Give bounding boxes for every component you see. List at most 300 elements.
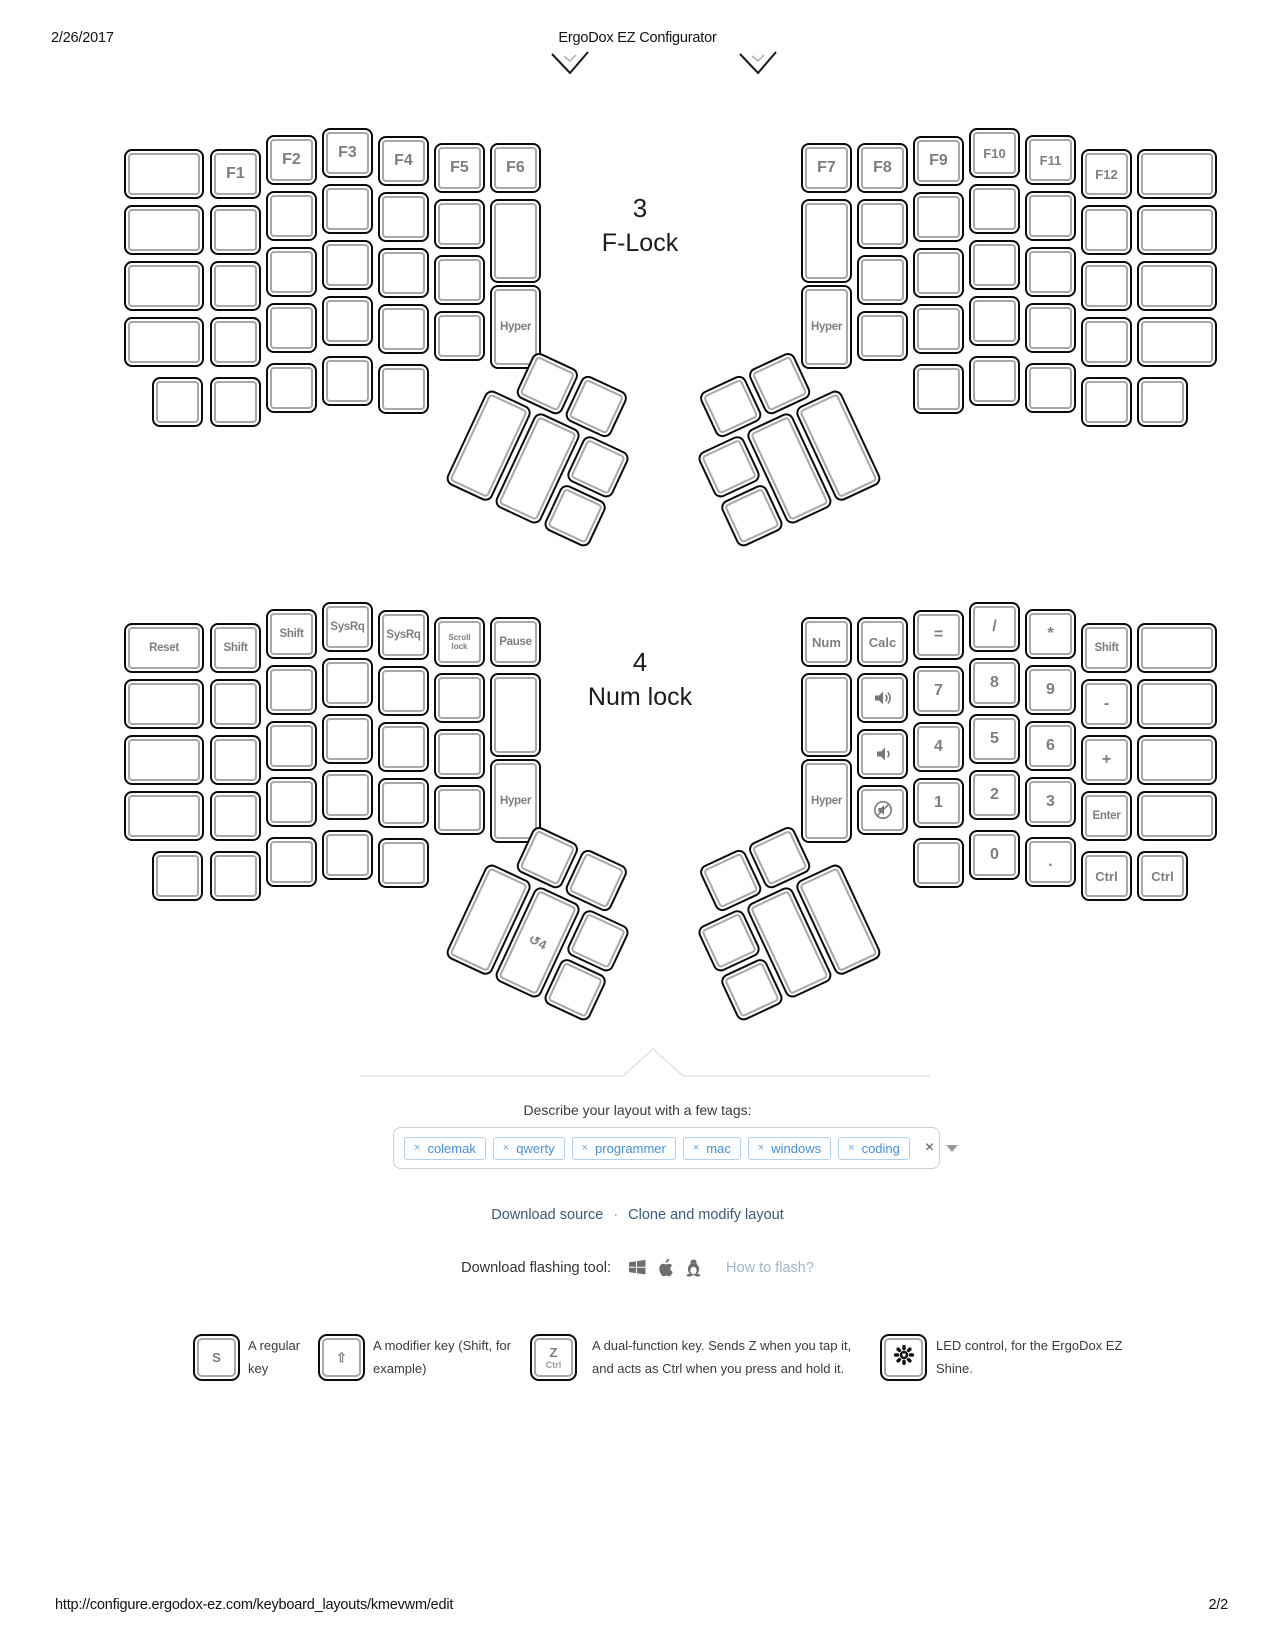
key-label: Shift [279, 628, 304, 640]
key-1[interactable] [913, 778, 964, 828]
key-blank[interactable] [913, 838, 964, 888]
legend-modifier-key [318, 1334, 365, 1381]
layer-3-name: F-Lock [601, 229, 679, 257]
key-blank[interactable] [266, 303, 317, 353]
key-label: F3 [338, 144, 357, 161]
key-blank[interactable] [266, 363, 317, 413]
keycap [270, 367, 313, 409]
key-blank[interactable] [322, 770, 373, 820]
keycap [1141, 209, 1213, 251]
keycap [326, 718, 369, 760]
remove-tag-icon[interactable]: × [848, 1142, 855, 1154]
key-blank[interactable] [434, 729, 485, 779]
key-blank[interactable] [322, 658, 373, 708]
key-shift[interactable] [266, 609, 317, 659]
key-+[interactable] [1081, 735, 1132, 785]
keycap [570, 913, 626, 969]
key-blank[interactable] [1081, 205, 1132, 255]
key-f10[interactable] [969, 128, 1020, 178]
tags-dropdown-caret[interactable] [946, 1145, 958, 1152]
key-label: F10 [983, 145, 1006, 161]
keycap [270, 781, 313, 823]
keycap [382, 726, 425, 768]
key-blank[interactable] [1137, 791, 1217, 841]
key-blank[interactable] [210, 679, 261, 729]
legend-modifier-text: A modifier key (Shift, for example) [373, 1338, 511, 1376]
keycap [570, 439, 626, 495]
windows-icon[interactable] [628, 1259, 647, 1276]
cutoff-key-outline-remnants [520, 42, 800, 82]
keycap [214, 265, 257, 307]
keycap [861, 203, 904, 245]
keycap [973, 300, 1016, 342]
key-blank[interactable] [1137, 317, 1217, 367]
tag-pill-list [404, 1137, 917, 1160]
keycap [438, 733, 481, 775]
key-blank[interactable] [210, 851, 261, 901]
shift-arrow-icon: ⇧ [336, 1349, 347, 1365]
keycap [214, 321, 257, 363]
legend-dual-main-label: Z [549, 1344, 558, 1360]
keycap [568, 853, 624, 909]
key-2[interactable] [969, 770, 1020, 820]
tag-pill-coding[interactable] [838, 1137, 910, 1160]
key-blank[interactable] [210, 791, 261, 841]
key-blank[interactable] [913, 364, 964, 414]
tag-pill-windows[interactable] [748, 1137, 831, 1160]
keycap [724, 962, 780, 1018]
key-blank[interactable] [210, 205, 261, 255]
key-label: * [1047, 625, 1054, 642]
key-label: 0 [990, 846, 999, 863]
key-0[interactable] [969, 830, 1020, 880]
key-f9[interactable] [913, 136, 964, 186]
clone-layout-link[interactable]: Clone and modify layout [628, 1207, 784, 1223]
layer-4-number: 4 [632, 647, 648, 677]
legend-led-key [880, 1334, 927, 1381]
remove-tag-icon[interactable]: × [414, 1142, 421, 1154]
key-blank[interactable] [266, 191, 317, 241]
keycap [128, 795, 200, 837]
key-label: F11 [1039, 152, 1062, 168]
remove-tag-icon[interactable]: × [757, 1142, 765, 1154]
keycap [214, 381, 257, 423]
keycap [438, 203, 481, 245]
key-/[interactable] [969, 602, 1020, 652]
key-blank[interactable] [152, 851, 203, 901]
key-f4[interactable] [378, 136, 429, 186]
key-label: F12 [1095, 166, 1118, 182]
key-num[interactable] [801, 617, 852, 667]
key-blank[interactable] [124, 205, 204, 255]
key-blank[interactable] [124, 317, 204, 367]
keycap [805, 677, 848, 753]
section-divider [340, 1040, 940, 1085]
key-7[interactable] [913, 666, 964, 716]
keycap [703, 853, 759, 909]
keycap [326, 774, 369, 816]
key-reset[interactable] [124, 623, 204, 673]
key-blank[interactable] [434, 673, 485, 723]
key-blank[interactable] [378, 722, 429, 772]
right-thumb-cluster [673, 339, 883, 549]
key-blank[interactable] [322, 240, 373, 290]
key-blank[interactable] [322, 830, 373, 880]
legend-dual-function-key [530, 1334, 577, 1381]
keycap [1085, 209, 1128, 251]
key-f12[interactable] [1081, 149, 1132, 199]
keycap [438, 677, 481, 719]
key-label: Enter [1092, 810, 1121, 822]
keycap [494, 203, 537, 279]
keycap [270, 195, 313, 237]
keycap [214, 739, 257, 781]
keycap [156, 381, 199, 423]
tags-input-box[interactable] [393, 1127, 940, 1169]
tag-pill-programmer[interactable] [572, 1137, 676, 1160]
key-pause[interactable] [490, 617, 541, 667]
keycap [1141, 627, 1213, 669]
key-blank[interactable] [210, 261, 261, 311]
key-blank[interactable] [490, 673, 541, 757]
keycap [326, 360, 369, 402]
how-to-flash-link[interactable]: How to flash? [726, 1259, 814, 1276]
key-blank[interactable] [124, 149, 204, 199]
key-blank[interactable] [266, 247, 317, 297]
key-blank[interactable] [210, 377, 261, 427]
scroll-lock-key-label: Scroll lock [448, 633, 471, 651]
key-label: Hyper [810, 321, 843, 333]
key-label: 5 [990, 730, 999, 747]
key-label: F2 [282, 151, 301, 168]
keycap [1141, 265, 1213, 307]
key-blank[interactable] [322, 184, 373, 234]
legend-regular-key [193, 1334, 240, 1381]
key-blank[interactable] [857, 199, 908, 249]
key-=[interactable] [913, 610, 964, 660]
key-blank[interactable] [1025, 363, 1076, 413]
remove-tag-icon[interactable]: × [502, 1142, 510, 1154]
linux-icon[interactable] [684, 1258, 703, 1277]
key-f5[interactable] [434, 143, 485, 193]
keycap [973, 244, 1016, 286]
key-blank[interactable] [969, 296, 1020, 346]
volume-up-icon [859, 675, 906, 721]
key-blank[interactable] [378, 778, 429, 828]
key-label: 4 [934, 738, 943, 755]
keycap [917, 308, 960, 350]
keycap [438, 789, 481, 831]
left-thumb-cluster [444, 339, 654, 549]
key-blank[interactable] [434, 785, 485, 835]
legend-dual-function-text: A dual-function key. Sends Z when you tap it, and acts as Ctrl when you press and hold it. [592, 1338, 852, 1376]
key-blank[interactable] [913, 192, 964, 242]
keycap [128, 265, 200, 307]
key-label: 1 [934, 794, 943, 811]
key-label: = [933, 626, 944, 643]
key-label: - [1103, 695, 1110, 712]
keycap [270, 251, 313, 293]
keycap [494, 677, 537, 753]
key-blank[interactable] [210, 317, 261, 367]
key-label: F9 [929, 152, 948, 169]
key-volume-mute-icon[interactable] [857, 785, 908, 835]
key-blank[interactable] [1081, 317, 1132, 367]
key-blank[interactable] [124, 261, 204, 311]
key-label: 6 [1046, 737, 1055, 754]
layout-links-row [0, 1207, 1275, 1223]
legend-dual-sub-label: Ctrl [545, 1359, 562, 1370]
download-source-link[interactable]: Download source [491, 1207, 604, 1223]
key-volume-down-icon[interactable] [857, 729, 908, 779]
key-label: Ctrl [1151, 868, 1174, 884]
toggle-layer-4-label: ↺4 [526, 931, 550, 953]
key-9[interactable] [1025, 665, 1076, 715]
key-ctrl[interactable] [1137, 851, 1188, 901]
key-ctrl[interactable] [1081, 851, 1132, 901]
key-blank[interactable] [1137, 735, 1217, 785]
key-5[interactable] [969, 714, 1020, 764]
keycap [1029, 251, 1072, 293]
key-blank[interactable] [1081, 261, 1132, 311]
key-blank[interactable] [378, 838, 429, 888]
key-blank[interactable] [913, 248, 964, 298]
key-blank[interactable] [1137, 623, 1217, 673]
key-blank[interactable] [434, 255, 485, 305]
key-sysrq[interactable] [378, 610, 429, 660]
volume-down-icon [859, 731, 906, 777]
key-blank[interactable] [1025, 191, 1076, 241]
keycap [1141, 153, 1213, 195]
keycap [1029, 307, 1072, 349]
key-blank[interactable] [1025, 303, 1076, 353]
keycap [382, 368, 425, 410]
key-label: F5 [450, 159, 469, 176]
key-f8[interactable] [857, 143, 908, 193]
key-label: Shift [1094, 642, 1119, 654]
key--[interactable] [1081, 679, 1132, 729]
key-*[interactable] [1025, 609, 1076, 659]
tag-label: colemak [427, 1140, 476, 1156]
key-label: 7 [934, 682, 943, 699]
key-blank[interactable] [266, 665, 317, 715]
tag-pill-mac[interactable] [683, 1137, 741, 1160]
keycap [917, 252, 960, 294]
key-blank[interactable] [124, 679, 204, 729]
key-blank[interactable] [124, 735, 204, 785]
key-blank[interactable] [969, 356, 1020, 406]
apple-icon[interactable] [657, 1258, 674, 1277]
keycap [805, 203, 848, 279]
key-blank[interactable] [322, 714, 373, 764]
print-date: 2/26/2017 [51, 30, 114, 46]
key-label: + [1101, 751, 1112, 768]
key-3[interactable] [1025, 777, 1076, 827]
layer-4-name: Num lock [587, 683, 693, 711]
key-blank[interactable] [801, 673, 852, 757]
keycap [724, 488, 780, 544]
keycap [1141, 683, 1213, 725]
key-f1[interactable] [210, 149, 261, 199]
key-blank[interactable] [1137, 377, 1188, 427]
key-label: Shift [223, 642, 248, 654]
keycap [519, 830, 575, 886]
link-separator: · [613, 1207, 619, 1223]
key-f11[interactable] [1025, 135, 1076, 185]
legend-regular-text: A regular key [248, 1338, 301, 1376]
tag-label: windows [771, 1140, 822, 1156]
keycap [973, 188, 1016, 230]
page-title: ErgoDox EZ Configurator [558, 30, 717, 46]
key-blank[interactable] [124, 791, 204, 841]
keycap [861, 259, 904, 301]
keycap [1141, 381, 1184, 423]
left-thumb-cluster [444, 813, 654, 1023]
key-label: Ctrl [1095, 868, 1118, 884]
key-blank[interactable] [378, 248, 429, 298]
keycap [438, 315, 481, 357]
legend-regular-key-label: S [212, 1349, 221, 1365]
key-blank[interactable] [1137, 205, 1217, 255]
keycap [156, 855, 199, 897]
key-blank[interactable] [266, 777, 317, 827]
keycap [382, 842, 425, 884]
keycap [326, 662, 369, 704]
clear-tags-button[interactable]: × [924, 1139, 935, 1156]
key-blank[interactable] [434, 311, 485, 361]
keycap [214, 209, 257, 251]
keycap [382, 670, 425, 712]
key-label: . [1048, 853, 1053, 870]
key-blank[interactable] [152, 377, 203, 427]
key-blank[interactable] [378, 192, 429, 242]
keycap [1141, 739, 1213, 781]
remove-tag-icon[interactable]: × [581, 1142, 589, 1154]
keycap [128, 321, 200, 363]
key-label: F6 [506, 159, 525, 176]
keycap [701, 913, 757, 969]
tag-label: mac [706, 1140, 731, 1156]
key-shift[interactable] [1081, 623, 1132, 673]
keycap [214, 795, 257, 837]
key-6[interactable] [1025, 721, 1076, 771]
key-f6[interactable] [490, 143, 541, 193]
key-blank[interactable] [1025, 247, 1076, 297]
keycap [547, 962, 603, 1018]
key-blank[interactable] [969, 184, 1020, 234]
key-blank[interactable] [210, 735, 261, 785]
tag-pill-qwerty[interactable] [493, 1137, 565, 1160]
key-blank[interactable] [378, 666, 429, 716]
key-label: Hyper [810, 795, 843, 807]
key-f7[interactable] [801, 143, 852, 193]
key-blank[interactable] [490, 199, 541, 283]
legend-led-text: LED control, for the ErgoDox EZ Shine. [936, 1338, 1123, 1376]
key-label: F1 [226, 165, 245, 182]
key-label: 9 [1046, 681, 1055, 698]
keycap [917, 842, 960, 884]
key-blank[interactable] [322, 296, 373, 346]
key-blank[interactable] [434, 199, 485, 249]
key-blank[interactable] [1137, 679, 1217, 729]
key-calc[interactable] [857, 617, 908, 667]
key-blank[interactable] [969, 240, 1020, 290]
keycap [270, 307, 313, 349]
key-blank[interactable] [801, 199, 852, 283]
key-f3[interactable] [322, 128, 373, 178]
key-8[interactable] [969, 658, 1020, 708]
key-blank[interactable] [857, 311, 908, 361]
key-4[interactable] [913, 722, 964, 772]
key-blank[interactable] [1137, 261, 1217, 311]
key-volume-up-icon[interactable] [857, 673, 908, 723]
key-blank[interactable] [266, 837, 317, 887]
keycap [1085, 381, 1128, 423]
keycap [752, 356, 808, 412]
keycap [547, 488, 603, 544]
keycap [568, 379, 624, 435]
key-label: Calc [868, 634, 897, 650]
keycap [214, 855, 257, 897]
key-blank[interactable] [857, 255, 908, 305]
led-brightness-icon [892, 1343, 916, 1372]
key-label: Num [812, 634, 841, 650]
keycap [861, 315, 904, 357]
keycap [1085, 321, 1128, 363]
right-thumb-cluster [673, 813, 883, 1023]
keycap [917, 368, 960, 410]
key-shift[interactable] [210, 623, 261, 673]
key-f2[interactable] [266, 135, 317, 185]
footer-page-number: 2/2 [1208, 1597, 1228, 1613]
key-blank[interactable] [322, 356, 373, 406]
keycap [382, 782, 425, 824]
key-label: SysRq [330, 621, 365, 633]
keycap [1029, 367, 1072, 409]
key-label: Pause [499, 636, 532, 648]
keycap [128, 683, 200, 725]
tag-pill-colemak[interactable] [404, 1137, 486, 1160]
key-label: 3 [1046, 793, 1055, 810]
keycap [752, 830, 808, 886]
key-blank[interactable] [266, 721, 317, 771]
key-blank[interactable] [1137, 149, 1217, 199]
key-blank[interactable] [378, 304, 429, 354]
key-scroll-lock-key-label[interactable] [434, 617, 485, 667]
keycap [1029, 195, 1072, 237]
remove-tag-icon[interactable]: × [692, 1142, 700, 1154]
keycap [703, 379, 759, 435]
keycap [1085, 265, 1128, 307]
key-sysrq[interactable] [322, 602, 373, 652]
key-label: F4 [394, 152, 413, 169]
key-blank[interactable] [1081, 377, 1132, 427]
key-blank[interactable] [378, 364, 429, 414]
footer-url: http://configure.ergodox-ez.com/keyboard_layouts/kmevwm/edit [55, 1597, 454, 1613]
keycap [1141, 795, 1213, 837]
key-.[interactable] [1025, 837, 1076, 887]
keycap [382, 308, 425, 350]
tag-label: qwerty [516, 1140, 555, 1156]
key-label: SysRq [386, 629, 421, 641]
keycap [270, 669, 313, 711]
key-enter[interactable] [1081, 791, 1132, 841]
keycap [270, 841, 313, 883]
key-label: / [992, 618, 997, 635]
flashing-tool-label: Download flashing tool: [461, 1259, 612, 1276]
key-blank[interactable] [913, 304, 964, 354]
keycap [128, 739, 200, 781]
